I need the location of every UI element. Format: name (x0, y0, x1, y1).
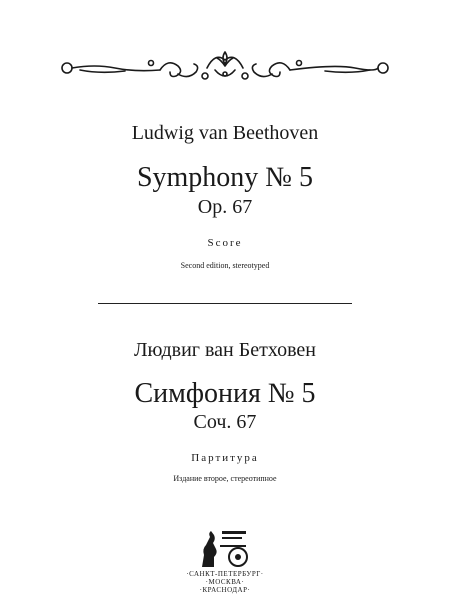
composer-name-en: Ludwig van Beethoven (131, 122, 319, 144)
decorative-ornament (55, 48, 395, 88)
publisher-city-2: ·МОСКВА· (205, 578, 245, 586)
work-title-ru: Симфония № 5 (134, 378, 316, 409)
opus-number-en: Op. 67 (197, 196, 253, 218)
composer-name-ru: Людвиг ван Бетховен (133, 339, 317, 361)
opus-number-ru: Соч. 67 (193, 411, 257, 433)
edition-note-ru: Издание второе, стереотипное (173, 474, 277, 483)
divider-rule (98, 303, 352, 304)
edition-note-en: Second edition, stereotyped (180, 261, 270, 270)
publisher-city-3: ·КРАСНОДАР· (199, 586, 251, 594)
publisher-logo (196, 527, 256, 569)
publisher-city-1: ·САНКТ-ПЕТЕРБУРГ· (186, 570, 264, 578)
work-title-en: Symphony № 5 (136, 162, 314, 193)
score-label-ru: Партитура (191, 452, 259, 464)
score-label-en: Score (207, 237, 243, 249)
